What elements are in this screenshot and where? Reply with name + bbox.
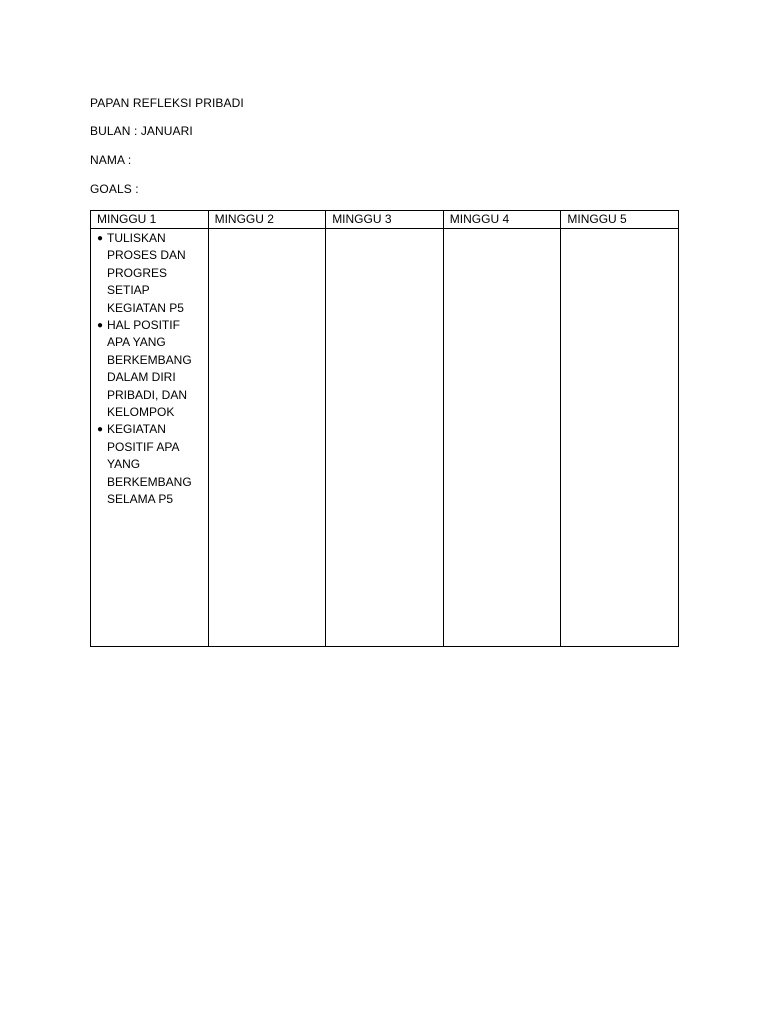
bullet-icon: ● — [97, 424, 104, 436]
name-label: NAMA : — [90, 153, 132, 167]
week-1-points-list — [91, 229, 208, 509]
list-item — [91, 230, 208, 317]
week-1-cell — [91, 229, 209, 647]
week-3-cell — [326, 229, 444, 647]
bullet-icon: ● — [97, 320, 104, 332]
column-header-week-2: MINGGU 2 — [208, 211, 326, 229]
document-title: PAPAN REFLEKSI PRIBADI — [90, 96, 244, 110]
week-4-cell — [443, 229, 561, 647]
column-header-week-1: MINGGU 1 — [91, 211, 209, 229]
column-header-week-3: MINGGU 3 — [326, 211, 444, 229]
list-item-text: TULISKAN PROSES DAN PROGRES SETIAP KEGIATAN P5 — [107, 231, 186, 315]
goals-label: GOALS : — [90, 182, 139, 196]
table-row — [91, 229, 679, 647]
column-header-week-5: MINGGU 5 — [561, 211, 679, 229]
bullet-icon: ● — [97, 233, 104, 244]
list-item — [91, 317, 208, 421]
reflection-table — [90, 210, 679, 647]
table-header-row — [91, 211, 679, 229]
week-2-cell — [208, 229, 326, 647]
list-item — [91, 421, 208, 508]
list-item-text: HAL POSITIF APA YANG BERKEMBANG DALAM DIRI PRIBADI, DAN KELOMPOK — [107, 318, 192, 420]
month-label: BULAN : JANUARI — [90, 124, 193, 138]
list-item-text: KEGIATAN POSITIF APA YANG BERKEMBANG SELAMA P5 — [107, 422, 192, 507]
week-5-cell — [561, 229, 679, 647]
column-header-week-4: MINGGU 4 — [443, 211, 561, 229]
